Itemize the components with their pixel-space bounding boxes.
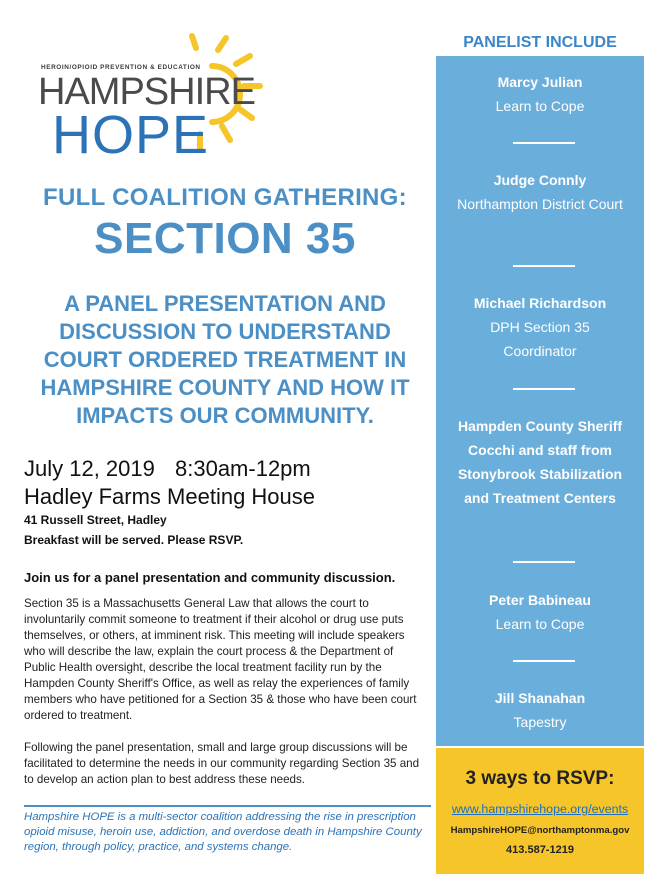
coalition-statement: Hampshire HOPE is a multi-sector coalition addressing the rise in prescription opioid misuse, heroin use, addiction, and overdose death in Hampshire County region, through policy, practice, and systems change. [24,811,422,853]
rsvp-box [436,748,644,874]
event-time: 8:30am-12pm [175,456,311,481]
panelist-role: DPH Section 35 Coordinator [490,319,590,359]
panelist-name: Jill Shanahan [494,690,586,706]
subtitle-line: COURT ORDERED TREATMENT IN [43,347,407,372]
rsvp-heading: 3 ways to RSVP: [465,768,615,789]
subtitle-line: DISCUSSION TO UNDERSTAND [59,319,391,344]
event-address: 41 Russell Street, Hadley [24,513,167,527]
event-venue: Hadley Farms Meeting House [24,484,316,509]
event-subtitle [10,290,440,430]
panel-divider [513,660,575,662]
panel-divider [513,142,575,144]
footer-divider [24,805,431,807]
panelist-name: Michael Richardson [473,295,607,311]
event-heading: FULL COALITION GATHERING: [43,184,407,211]
discussion-description: Following the panel presentation, small and large group discussions will be facilitated to determine the needs in our community regarding Section 35 and to develop an action plan to best address these needs. [24,741,420,786]
panel-divider [513,388,575,390]
panelist-role: Tapestry [513,714,567,730]
breakfast-note: Breakfast will be served. Please RSVP. [24,533,244,547]
subtitle-line: A PANEL PRESENTATION AND [64,291,386,316]
panelist-name: Marcy Julian [497,74,583,90]
event-date: July 12, 2019 [24,456,155,481]
panel-divider [513,265,575,267]
join-invitation: Join us for a panel presentation and community discussion. [24,570,396,585]
rsvp-website-link[interactable]: www.hampshirehope.org/events [451,802,629,816]
event-date-time [24,456,311,482]
panelist-role: Northampton District Court [457,196,623,212]
subtitle-line: IMPACTS OUR COMMUNITY. [76,403,374,428]
panel-divider [513,561,575,563]
subtitle-line: HAMPSHIRE COUNTY AND HOW IT [40,375,410,400]
panelist-role: Learn to Cope [495,98,585,114]
logo-word-hampshire: HAMPSHIRE [38,71,255,113]
event-title: SECTION 35 [94,214,356,263]
logo-word-hope: HOPE [52,105,210,165]
panelist-name: Peter Babineau [489,592,591,608]
panelist-role: Learn to Cope [495,616,585,632]
panelist-name: Judge Connly [493,172,587,188]
rsvp-phone: 413.587-1219 [506,844,574,856]
rsvp-email[interactable]: HampshireHOPE@northamptonma.gov [450,825,630,836]
panelist-name: Hampden County Sheriff Cocchi and staff from Stonybrook Stabilization and Treatment Centers [457,418,623,506]
logo-tagline: HEROIN/OPIOID PREVENTION & EDUCATION [41,64,201,71]
panel-heading: PANELIST INCLUDE [463,34,617,51]
section35-description: Section 35 is a Massachusetts General Law that allows the court to involuntarily commit someone to treatment if their alcohol or drug use puts themselves, or others, at imminent risk. This meeting will include speakers who will describe the law, explain the court process & the Department of Public Health oversight, describe the local treatment facility run by the Hampden County Sheriff's Office, as well as relay the experiences of family members who have petitioned for a Section 35 & those who have been court ordered to treatment. [24,597,417,722]
panelist-panel [436,56,644,746]
